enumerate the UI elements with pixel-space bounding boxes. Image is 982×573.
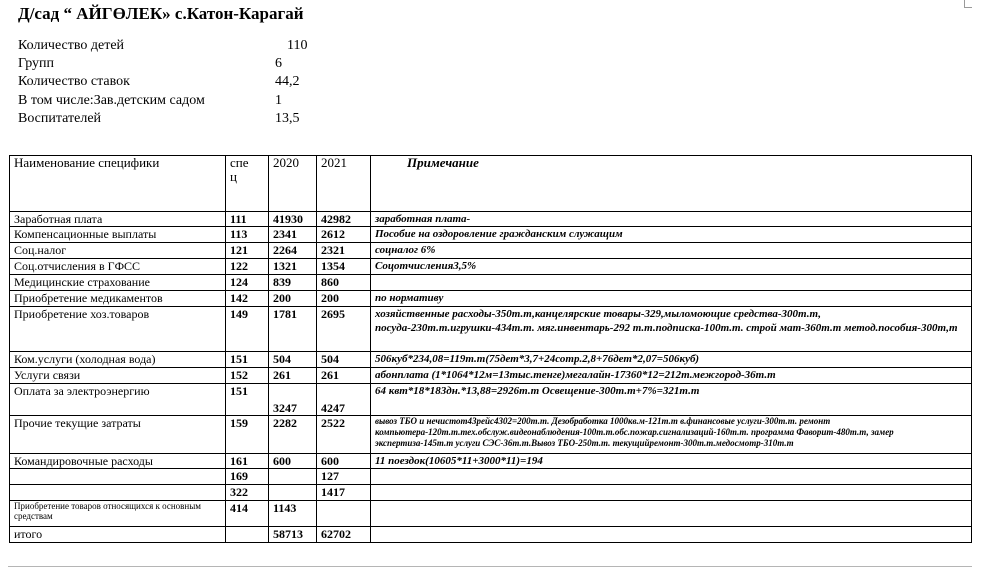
header-code: спе ц xyxy=(226,156,269,212)
row-name: итого xyxy=(10,527,226,543)
row-2020: 839 xyxy=(269,275,317,291)
row-name: Оплата за электроэнергию xyxy=(10,384,226,416)
row-name: Заработная плата xyxy=(10,212,226,227)
row-2020: 1321 xyxy=(269,259,317,275)
row-name xyxy=(10,485,226,501)
table-row xyxy=(10,485,972,501)
row-2021: 261 xyxy=(317,368,371,384)
row-code: 142 xyxy=(226,291,269,307)
row-2020: 58713 xyxy=(269,527,317,543)
row-2020: 1781 xyxy=(269,307,317,352)
row-2020: 2264 xyxy=(269,243,317,259)
table-row xyxy=(10,243,972,259)
row-2021: 42982 xyxy=(317,212,371,227)
row-2021: 2695 xyxy=(317,307,371,352)
row-2021: 600 xyxy=(317,454,371,469)
row-note: соцналог 6% xyxy=(371,243,972,259)
row-2021: 2522 xyxy=(317,416,371,454)
row-name: Ком.услуги (холодная вода) xyxy=(10,352,226,368)
row-note: заработная плата- xyxy=(371,212,972,227)
row-2021: 860 xyxy=(317,275,371,291)
row-2021: 1417 xyxy=(317,485,371,501)
table-row xyxy=(10,307,972,352)
row-2020: 3247 xyxy=(269,384,317,416)
table-row xyxy=(10,227,972,243)
row-note xyxy=(371,275,972,291)
row-name: Приобретение товаров относящихся к основным средствам xyxy=(10,501,226,527)
row-code: 151 xyxy=(226,384,269,416)
row-name: Медицинские страхование xyxy=(10,275,226,291)
table-row xyxy=(10,454,972,469)
row-name: Компенсационные выплаты xyxy=(10,227,226,243)
row-name: Прочие текущие затраты xyxy=(10,416,226,454)
row-note xyxy=(371,469,972,485)
row-note: хозяйственные расходы-350т.т,канцелярские товары-329,мыломоющие средства-300т.т, посуда-230т.т.игрушки-434т.т. мяг.инвентарь-292 т.т.подписка-100т.т. строй мат-360т.т метод.пособия-300т,т xyxy=(371,307,972,352)
row-code: 322 xyxy=(226,485,269,501)
row-note xyxy=(371,527,972,543)
stat-label: Групп xyxy=(18,56,55,71)
row-code: 161 xyxy=(226,454,269,469)
row-note: абонплата (1*1064*12м=13тыс.тенге)мегалайн-17360*12=212т.межгород-36т.т xyxy=(371,368,972,384)
table-header-row xyxy=(10,156,972,212)
table-row xyxy=(10,259,972,275)
row-code: 113 xyxy=(226,227,269,243)
row-note: Соцотчисления3,5% xyxy=(371,259,972,275)
row-2021: 62702 xyxy=(317,527,371,543)
table-row xyxy=(10,275,972,291)
stat-value: 6 xyxy=(275,56,282,71)
row-name: Приобретение хоз.товаров xyxy=(10,307,226,352)
row-2021: 127 xyxy=(317,469,371,485)
row-code: 122 xyxy=(226,259,269,275)
stat-label: В том числе:Зав.детским садом xyxy=(18,93,205,108)
header-2021: 2021 xyxy=(317,156,371,212)
page-bottom-line xyxy=(8,566,972,567)
row-2020 xyxy=(269,469,317,485)
row-name: Соц.отчисления в ГФСС xyxy=(10,259,226,275)
row-note: 11 поездок(10605*11+3000*11)=194 xyxy=(371,454,972,469)
row-2020: 1143 xyxy=(269,501,317,527)
row-2021: 1354 xyxy=(317,259,371,275)
row-name: Приобретение медикаментов xyxy=(10,291,226,307)
row-2020: 261 xyxy=(269,368,317,384)
row-note: вывоз ТБО и нечистот43рейс4302=200т.т. Дезобработка 1000кв.м-121т.т в.финансовые услуги-300т.т. ремонт компьютера-120т.т.тех.обслуж.видеонаблюдения-100т.т.обс.пожар.сигнализаций-160т.т. программа Фаворит-480т.т, замер экспертиза-145т.т услуги СЭС-36т.т.Вывоз ТБО-250т.т. текущийремонт-300т.т.медосмотр-310т.т xyxy=(371,416,972,454)
stat-label: Количество ставок xyxy=(18,74,130,89)
row-2020: 2341 xyxy=(269,227,317,243)
row-2021: 2321 xyxy=(317,243,371,259)
row-2020: 2282 xyxy=(269,416,317,454)
row-name: Услуги связи xyxy=(10,368,226,384)
row-2021 xyxy=(317,501,371,527)
stat-label: Воспитателей xyxy=(18,111,102,126)
header-name: Наименование специфики xyxy=(10,156,226,212)
budget-table xyxy=(9,155,972,543)
row-code: 159 xyxy=(226,416,269,454)
table-row xyxy=(10,384,972,416)
document-title: Д/сад “ АЙГӨЛЕК» с.Катон-Карагай xyxy=(18,4,304,23)
row-2021: 504 xyxy=(317,352,371,368)
row-2020: 600 xyxy=(269,454,317,469)
row-code: 121 xyxy=(226,243,269,259)
table-row xyxy=(10,501,972,527)
row-code xyxy=(226,527,269,543)
table-row xyxy=(10,416,972,454)
row-code: 151 xyxy=(226,352,269,368)
row-code: 414 xyxy=(226,501,269,527)
table-row xyxy=(10,469,972,485)
row-note xyxy=(371,485,972,501)
row-note: 64 квт*18*183дн.*13,88=2926т.т Освещение-300т.т+7%=321т.т xyxy=(371,384,972,416)
row-2020: 504 xyxy=(269,352,317,368)
row-code: 111 xyxy=(226,212,269,227)
row-2020: 41930 xyxy=(269,212,317,227)
stat-value: 13,5 xyxy=(275,111,300,126)
row-2021: 2612 xyxy=(317,227,371,243)
row-2020 xyxy=(269,485,317,501)
row-code: 169 xyxy=(226,469,269,485)
row-2021: 200 xyxy=(317,291,371,307)
row-2021: 4247 xyxy=(317,384,371,416)
row-note: по нормативу xyxy=(371,291,972,307)
stat-value: 44,2 xyxy=(275,74,300,89)
table-row-total xyxy=(10,527,972,543)
table-row xyxy=(10,352,972,368)
row-name xyxy=(10,469,226,485)
table-row xyxy=(10,291,972,307)
page-corner-mark xyxy=(964,0,972,8)
stat-value: 1 xyxy=(275,93,282,108)
row-note xyxy=(371,501,972,527)
header-2020: 2020 xyxy=(269,156,317,212)
stat-label: Количество детей xyxy=(18,38,125,53)
row-note: Пособие на оздоровление гражданским служащим xyxy=(371,227,972,243)
row-code: 149 xyxy=(226,307,269,352)
row-code: 152 xyxy=(226,368,269,384)
row-note: 506куб*234,08=119т.т(75дет*3,7+24сотр.2,8+76дет*2,07=506куб) xyxy=(371,352,972,368)
header-note: Примечание xyxy=(371,156,972,212)
row-code: 124 xyxy=(226,275,269,291)
row-name: Соц.налог xyxy=(10,243,226,259)
row-name: Командировочные расходы xyxy=(10,454,226,469)
stat-value: 110 xyxy=(287,38,308,53)
row-2020: 200 xyxy=(269,291,317,307)
table-row xyxy=(10,212,972,227)
table-row xyxy=(10,368,972,384)
